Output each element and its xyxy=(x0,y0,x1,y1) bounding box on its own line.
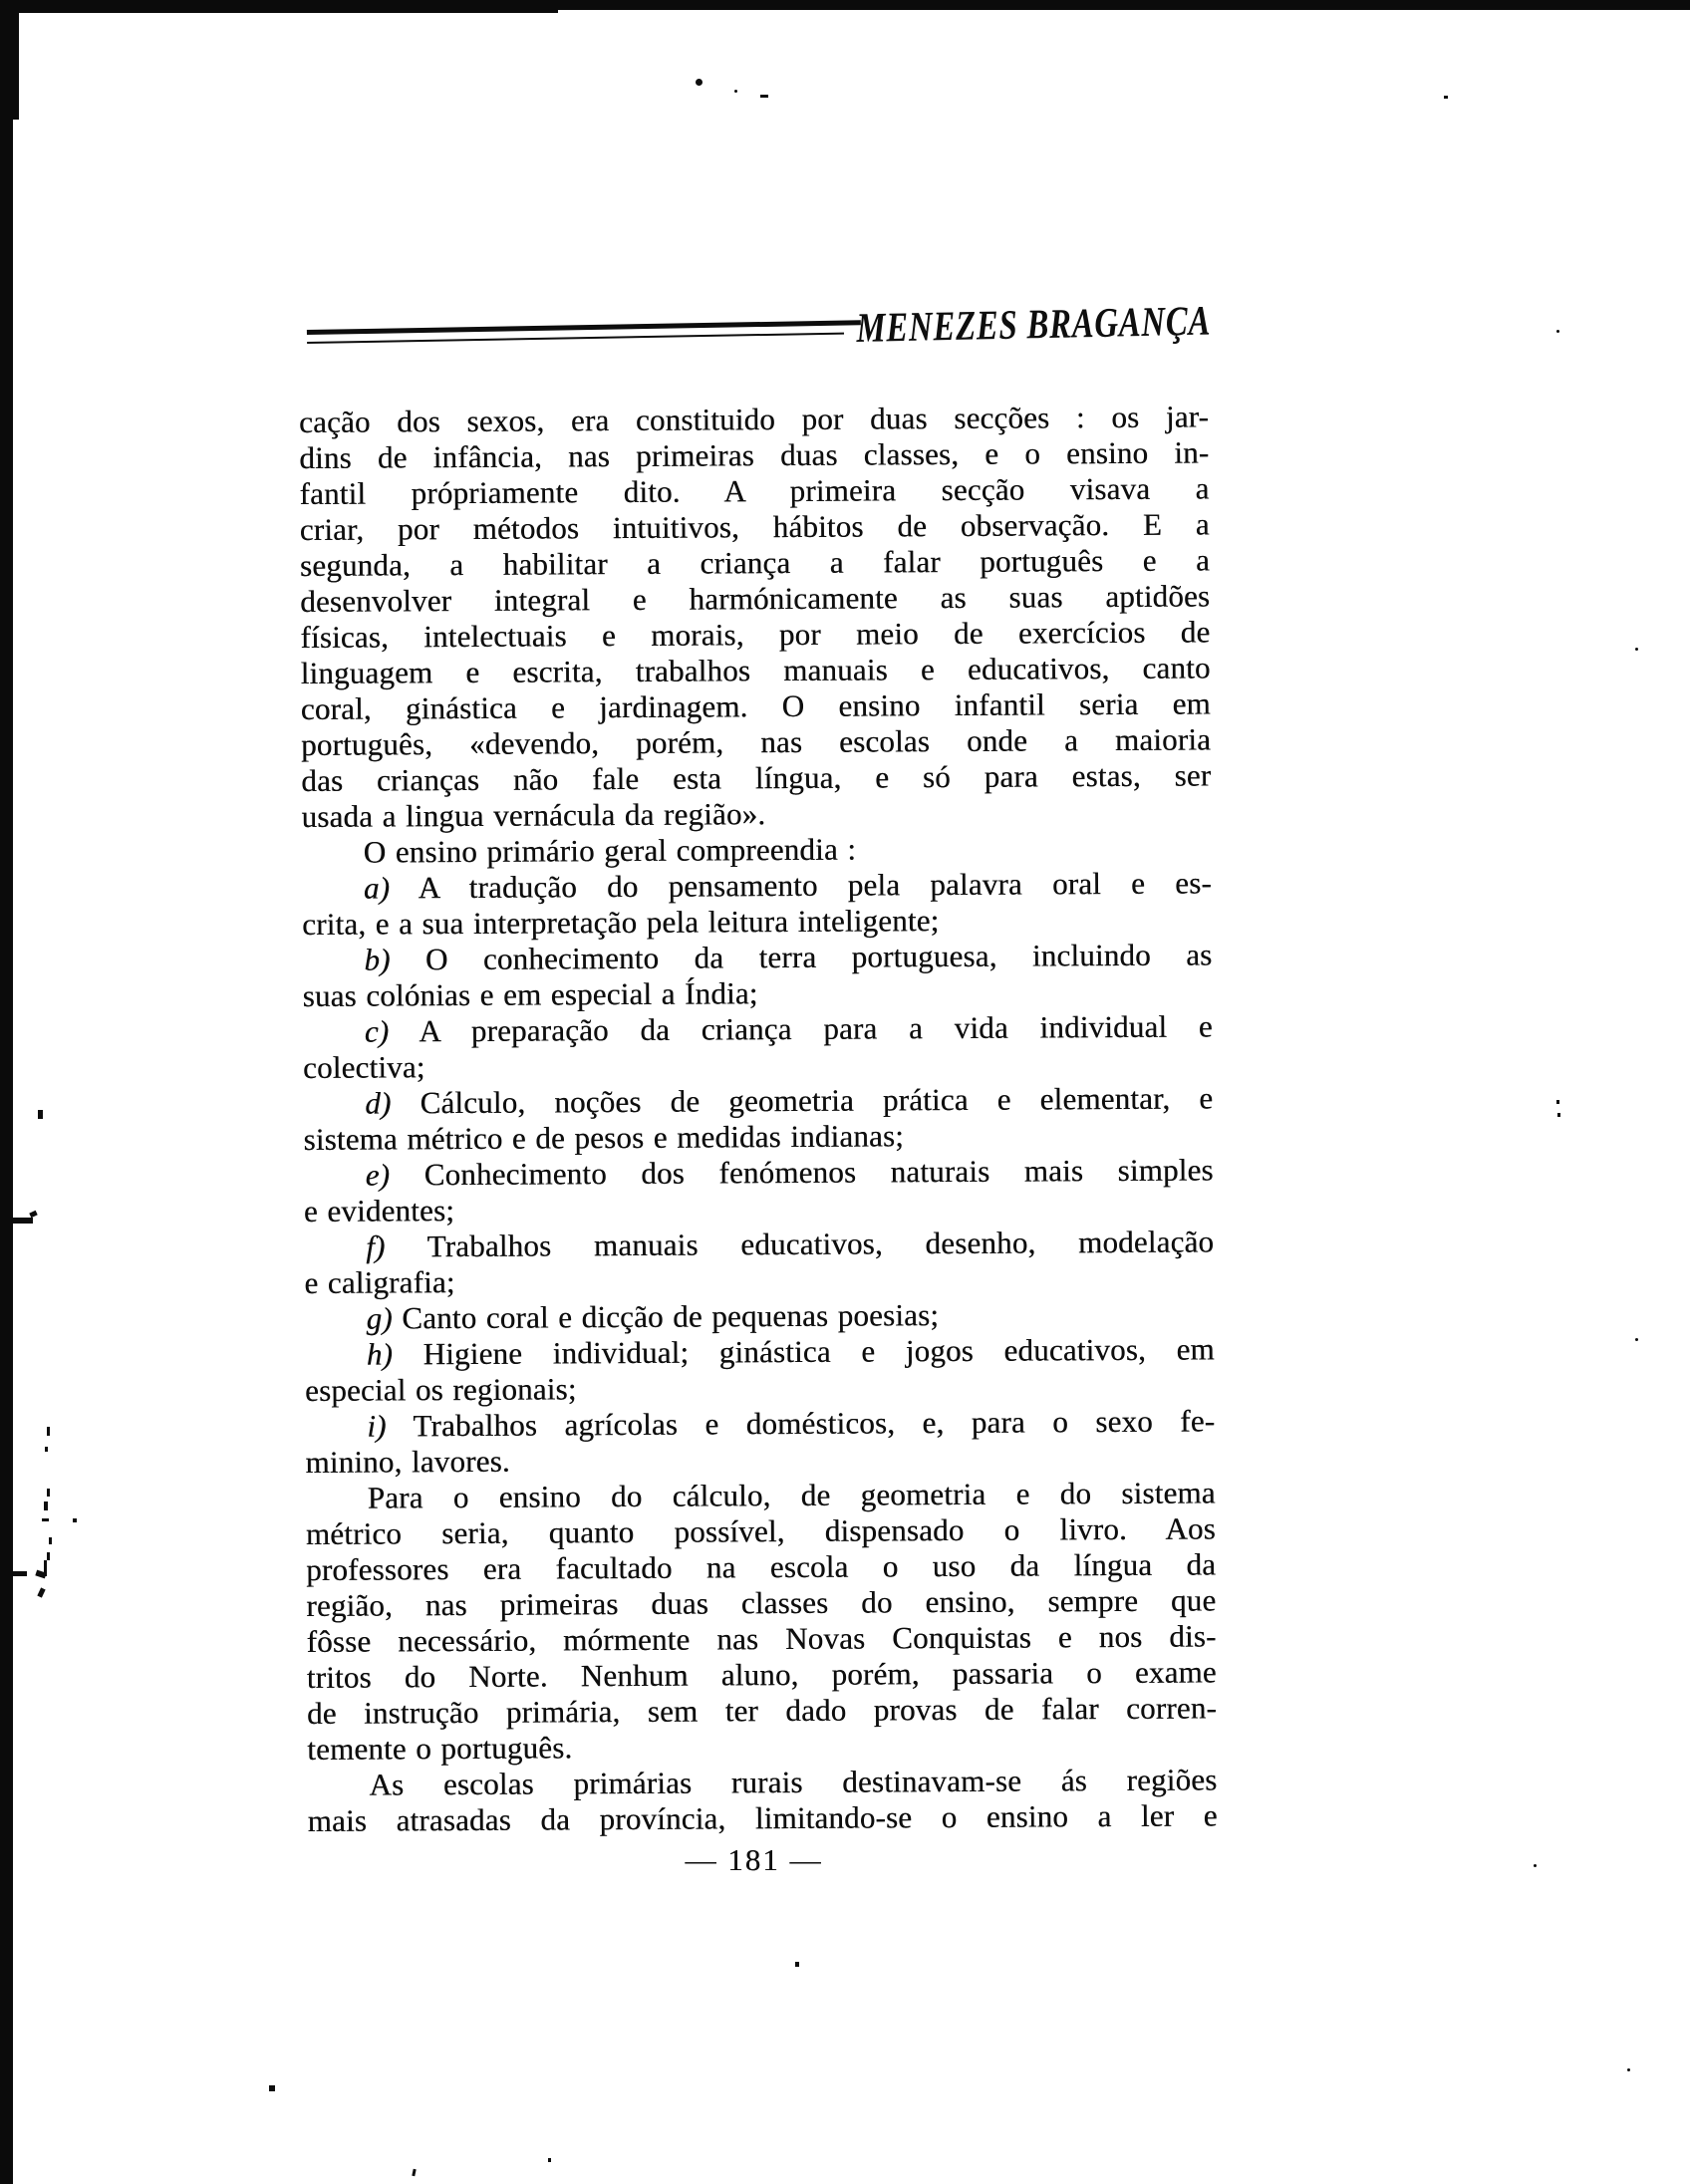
text-line: região, nas primeiras duas classes do ensino, sempre que xyxy=(306,1582,1217,1623)
list-item-marker: f) xyxy=(366,1228,386,1264)
ink-speck xyxy=(1556,1100,1559,1104)
text-line: suas colónias e em especial a Índia; xyxy=(302,975,758,1013)
text-line: f) Trabalhos manuais educativos, desenho, modelação xyxy=(366,1224,1215,1264)
text-line: minino, lavores. xyxy=(305,1443,510,1480)
text-line: a) A tradução do pensamento pela palavra oral e es- xyxy=(363,865,1213,906)
text-line: tritos do Norte. Nenhum aluno, porém, passaria o exame xyxy=(306,1654,1217,1695)
ink-speck xyxy=(760,95,768,98)
text-line: e caligrafia; xyxy=(304,1264,455,1300)
ink-speck xyxy=(548,2158,551,2162)
text-line: h) Higiene individual; ginástica e jogos educativos, em xyxy=(366,1331,1215,1372)
ink-speck xyxy=(1627,2068,1630,2071)
text-line: b) O conhecimento da terra portuguesa, incluindo as xyxy=(364,937,1213,977)
page-top-border-shadow xyxy=(0,10,558,13)
ink-speck xyxy=(47,1489,50,1497)
text-line: especial os regionais; xyxy=(304,1371,577,1408)
text-line: desenvolver integral e harmónicamente as suas aptidões xyxy=(300,578,1211,619)
page-top-border xyxy=(0,0,1690,10)
ink-speck xyxy=(1534,1864,1537,1867)
ink-speck xyxy=(29,1211,37,1218)
text-line: professores era facultado na escola o uso da língua da xyxy=(306,1546,1217,1587)
ink-speck xyxy=(42,1518,49,1521)
text-line: sistema métrico e de pesos e medidas indianas; xyxy=(303,1118,905,1157)
ink-speck xyxy=(795,1962,799,1967)
list-item-marker: e) xyxy=(365,1157,391,1193)
list-item-marker: d) xyxy=(365,1085,392,1121)
text-line: de instrução primária, sem ter dado provas de falar corren- xyxy=(306,1690,1218,1731)
ink-speck xyxy=(412,2169,416,2176)
text-line: coral, ginástica e jardinagem. O ensino infantil seria em xyxy=(300,685,1211,726)
ink-speck xyxy=(1444,96,1448,99)
text-line: físicas, intelectuais e morais, por meio de exercícios de xyxy=(300,614,1211,655)
list-item-marker: b) xyxy=(364,942,391,977)
list-item-marker: i) xyxy=(367,1408,387,1444)
text-line: Para o ensino do cálculo, de geometria e do sistema xyxy=(367,1475,1216,1515)
text-line: g) Canto coral e dicção de pequenas poesias; xyxy=(366,1297,940,1336)
text-line: e evidentes; xyxy=(303,1193,455,1228)
text-line: mais atrasadas da província, limitando-se o ensino a ler e xyxy=(307,1797,1218,1838)
text-line: fôsse necessário, mórmente nas Novas Conquistas e nos dis- xyxy=(306,1618,1217,1659)
list-item-marker: g) xyxy=(366,1300,393,1336)
ink-speck xyxy=(1635,648,1638,651)
ink-speck xyxy=(47,1552,50,1560)
page-number: — 181 — xyxy=(685,1842,823,1877)
text-line: colectiva; xyxy=(302,1049,425,1085)
ink-speck xyxy=(696,79,703,86)
text-line: e) Conhecimento dos fenómenos naturais mais simples xyxy=(365,1152,1214,1193)
ink-speck xyxy=(38,1110,43,1119)
header-rule xyxy=(307,320,861,344)
text-line: segunda, a habilitar a criança a falar português e a xyxy=(299,542,1211,583)
ink-speck xyxy=(37,1587,45,1597)
ink-speck xyxy=(44,1502,48,1510)
ink-speck xyxy=(49,1537,52,1544)
body-text xyxy=(299,399,1218,1839)
text-line: usada a lingua vernácula da região». xyxy=(301,796,766,834)
text-line: As escolas primárias rurais destinavam-se ás regiões xyxy=(369,1762,1218,1802)
text-line: dins de infância, nas primeiras duas classes, e o ensino in- xyxy=(299,434,1210,475)
text-line: fantil própriamente dito. A primeira secção visava a xyxy=(299,470,1210,511)
text-line: linguagem e escrita, trabalhos manuais e educativos, canto xyxy=(300,650,1211,690)
running-header-title: MENEZES BRAGANÇA xyxy=(856,298,1212,353)
text-line: cação dos sexos, era constituido por duas secções : os jar- xyxy=(299,399,1210,439)
list-item-marker: a) xyxy=(363,870,391,906)
text-line: d) Cálculo, noções de geometria prática e elementar, e xyxy=(365,1080,1214,1121)
text-line: métrico seria, quanto possível, dispensado o livro. Aos xyxy=(305,1510,1217,1551)
ink-speck xyxy=(45,1447,48,1452)
list-item-marker: h) xyxy=(366,1336,394,1372)
text-line: português, «devendo, porém, nas escolas onde a maioria xyxy=(300,721,1212,762)
ink-speck xyxy=(13,1571,27,1576)
header-rule-bottom-line xyxy=(307,333,844,344)
ink-speck xyxy=(734,90,737,93)
text-line: crita, e a sua interpretação pela leitura inteligente; xyxy=(302,903,940,942)
page-left-border xyxy=(0,0,13,2184)
text-line: temente o português. xyxy=(307,1730,573,1767)
ink-speck xyxy=(47,1427,50,1436)
list-item-marker: c) xyxy=(364,1013,390,1049)
text-line: das crianças não fale esta língua, e só para estas, ser xyxy=(301,757,1212,798)
page-left-border-shadow xyxy=(13,0,19,120)
ink-speck xyxy=(1635,1338,1638,1341)
ink-speck xyxy=(269,2085,275,2091)
ink-speck xyxy=(1557,1113,1560,1117)
ink-speck xyxy=(73,1518,77,1522)
text-line: c) A preparação da criança para a vida individual e xyxy=(364,1008,1213,1049)
text-line: i) Trabalhos agrícolas e domésticos, e, para o sexo fe- xyxy=(367,1403,1216,1444)
text-line: O ensino primário geral compreendia : xyxy=(363,831,857,870)
ink-speck xyxy=(13,1218,33,1224)
text-line: criar, por métodos intuitivos, hábitos de observação. E a xyxy=(299,506,1210,547)
ink-speck xyxy=(1556,330,1559,333)
